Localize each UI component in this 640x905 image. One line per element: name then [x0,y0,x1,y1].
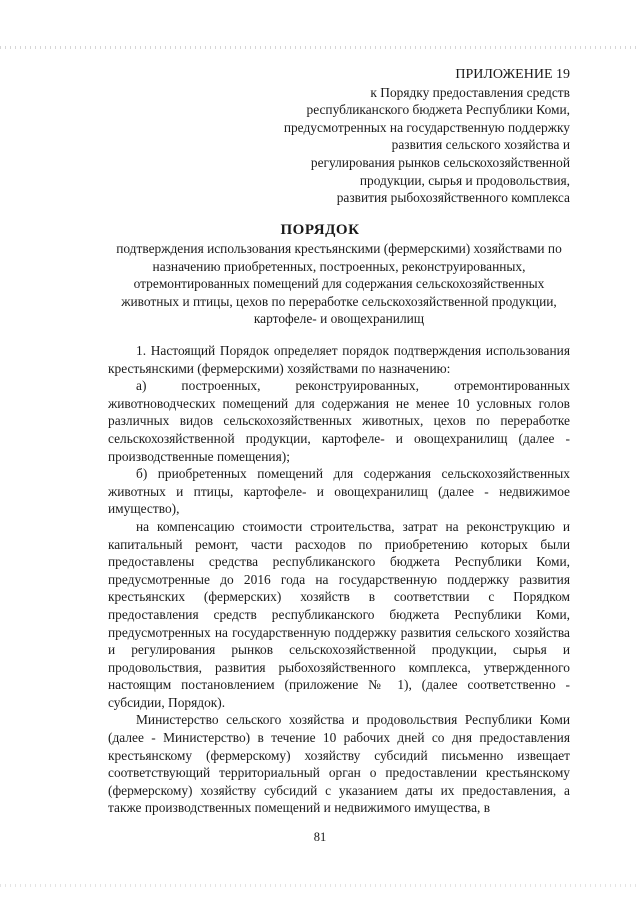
appendix-line: продукции, сырья и продовольствия, [359,172,570,188]
appendix-number: ПРИЛОЖЕНИЕ 19 [455,67,570,82]
document-title: ПОРЯДОК [280,222,360,238]
scan-noise-top [0,46,640,49]
paragraph: Министерство сельского хозяйства и продовольствия Республики Коми (далее - Министерство) в течение 10 рабочих дней со дня предоставления крестьянскому (фермерскому) хозяйству субсидий письменно извещает соответствующий территориальный орган о предоставлении крестьянскому (фермерскому) хозяйству субсидий с указанием даты их предоставления, а также производственных помещений и недвижимого имущества, в [108,712,570,816]
appendix-line: предусмотренных на государственную поддержку [283,119,570,135]
page-number: 81 [313,830,327,844]
appendix-line: регулирования рынков сельскохозяйственной [310,154,570,170]
appendix-line: развития сельского хозяйства и [391,137,570,153]
paragraph: на компенсацию стоимости строительства, затрат на реконструкцию и капитальный ремонт, части расходов по приобретению которых были предоставлены средства республиканского бюджета Республики Коми, предусмотренные до 2016 года на государственную поддержку развития крестьянских (фермерских) хозяйств в соответствии с Порядком предоставления средств республиканского бюджета Республики Коми, предусмотренных на государственную поддержку развития сельского хозяйства и регулирования рынков сельскохозяйственной продукции, сырья и продовольствия, развития рыбохозяйственного комплекса, утвержденного настоящим постановлением (приложение № 1), (далее соответственно - субсидии, Порядок). [108,518,570,710]
appendix-line: республиканского бюджета Республики Коми, [306,102,570,118]
appendix-block [210,66,570,207]
paragraph: б) приобретенных помещений для содержания сельскохозяйственных животных и птицы, картофеле- и овощехранилищ (далее - недвижимое имущество), [108,466,570,517]
document-subtitle: подтверждения использования крестьянскими (фермерскими) хозяйствами по назначению приобретенных, построенных, реконструированных, отремонтированных помещений для содержания сельскохозяйственных животных и птицы, цехов по переработке сельскохозяйственной продукции, картофеле- и овощехранилищ [116,241,562,327]
appendix-line: к Порядку предоставления средств [370,84,570,100]
scan-noise-bottom [0,884,640,887]
paragraph: 1. Настоящий Порядок определяет порядок подтверждения использования крестьянскими (фермерскими) хозяйствами по назначению: [108,343,570,376]
document-body [108,342,570,817]
appendix-line: развития рыбохозяйственного комплекса [336,190,570,206]
paragraph: а) построенных, реконструированных, отремонтированных животноводческих помещений для содержания не менее 10 условных голов различных видов сельскохозяйственных животных, цехов по переработке сельскохозяйственной продукции, картофеле- и овощехранилищ (далее - производственные помещения); [108,378,570,464]
